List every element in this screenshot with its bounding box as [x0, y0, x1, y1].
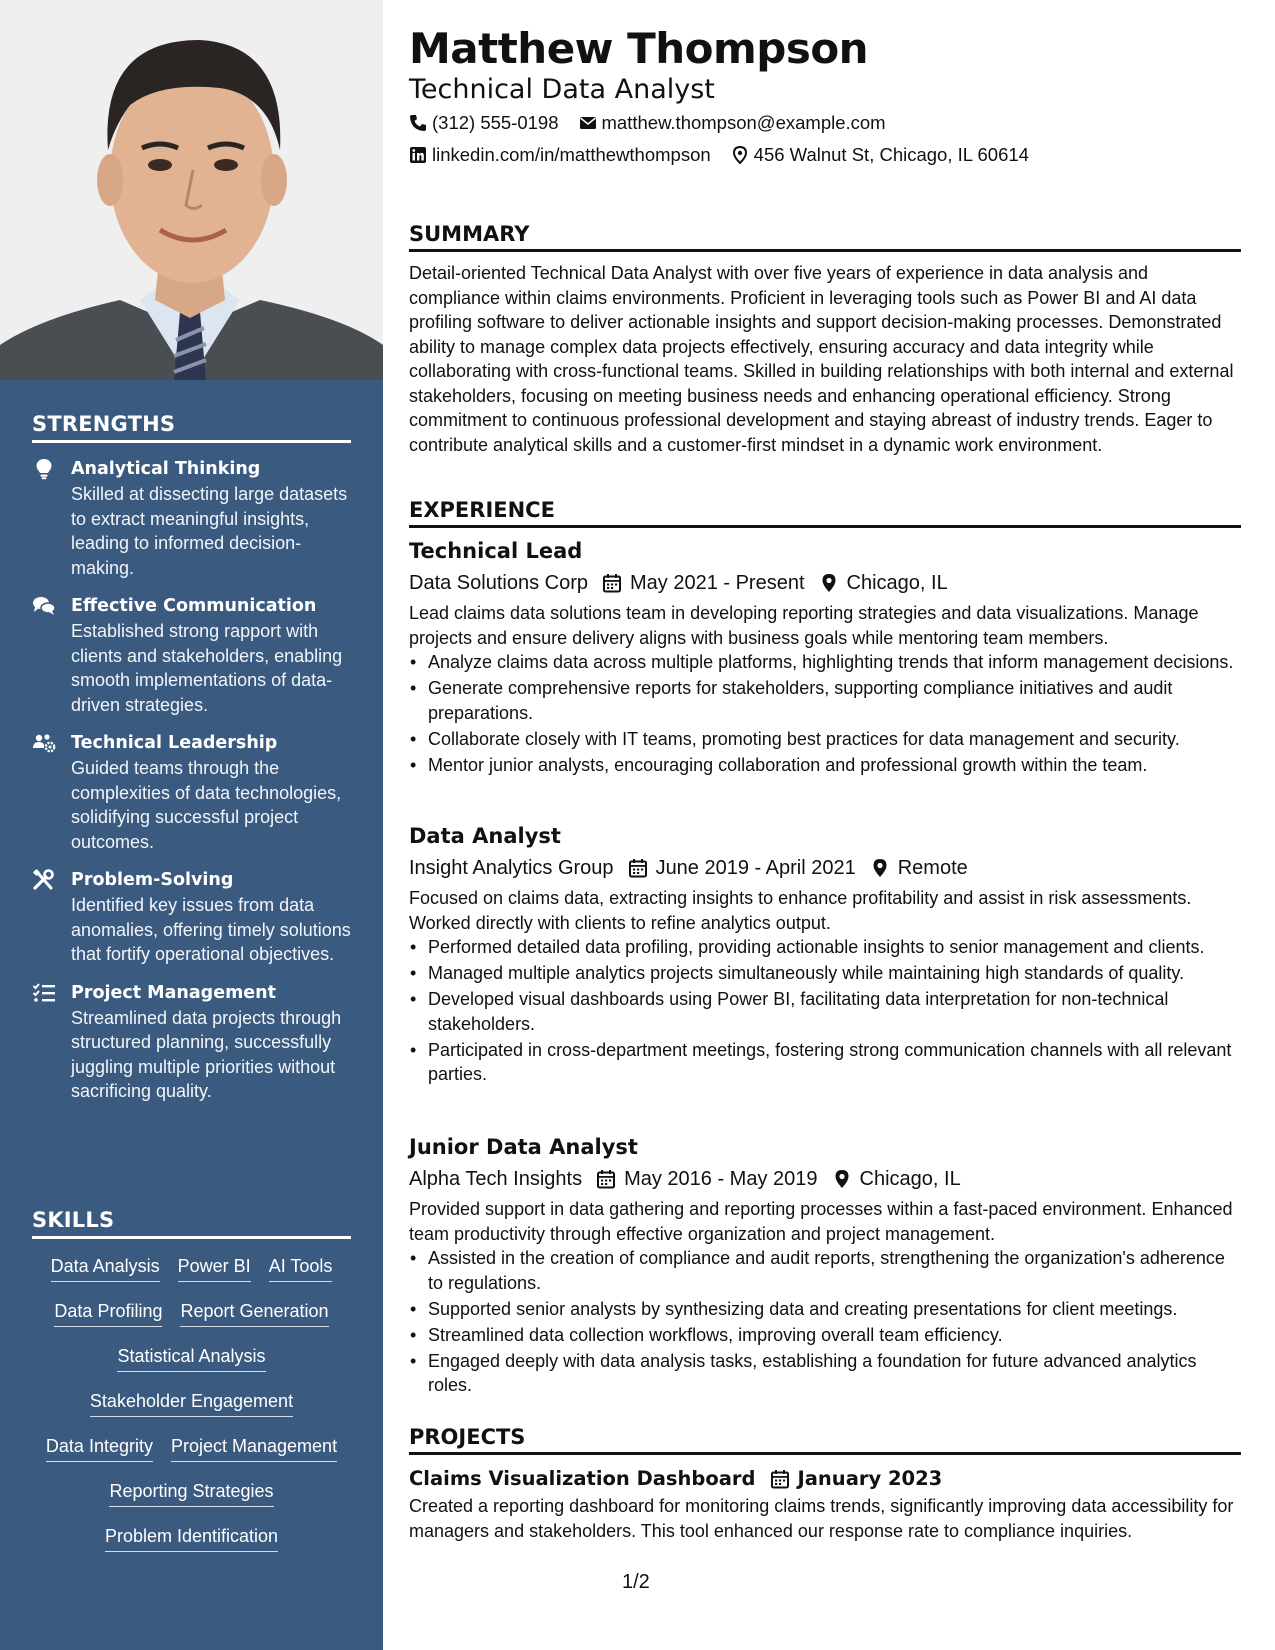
- location-pin-icon: [870, 858, 890, 878]
- job-title: Data Analyst: [409, 824, 561, 848]
- calendar-icon: [770, 1469, 790, 1489]
- project-header: [409, 1465, 1241, 1493]
- skill-tag: Data Integrity: [46, 1433, 153, 1462]
- strength-description: Streamlined data projects through structured planning, successfully juggling multiple priorities without sacrificing quality.: [71, 1007, 342, 1101]
- contact-row: [409, 144, 1049, 166]
- skill-tag: AI Tools: [269, 1253, 333, 1282]
- job-bullets: [409, 650, 1241, 777]
- job-bullet: • Engaged deeply with data analysis tasks, establishing a foundation for future advanced analytics roles.: [409, 1349, 1241, 1398]
- tools-icon: [32, 869, 56, 891]
- job-entry: [409, 1133, 1241, 1399]
- skill-tag: Stakeholder Engagement: [90, 1388, 293, 1417]
- contact-row: [409, 112, 906, 134]
- job-description: Focused on claims data, extracting insights to enhance profitability and assist in risk assessments. Worked directly with clients to refine analytics output.: [409, 888, 1192, 933]
- job-location: Chicago, IL: [846, 572, 948, 594]
- linkedin-contact[interactable]: [409, 144, 711, 166]
- summary-heading: SUMMARY: [409, 222, 1241, 252]
- company-name: Alpha Tech Insights: [409, 1168, 583, 1190]
- job-meta: [409, 568, 1241, 598]
- strength-item: [32, 594, 351, 717]
- skill-tag: Power BI: [178, 1253, 251, 1282]
- email-text: matthew.thompson@example.com: [601, 112, 886, 133]
- strength-title: Project Management: [71, 982, 276, 1003]
- location-pin-icon: [832, 1169, 852, 1189]
- strength-item: [32, 457, 351, 580]
- strength-description: Guided teams through the complexities of data technologies, solidifying successful project outcomes.: [71, 758, 342, 852]
- strength-description: Established strong rapport with clients and stakeholders, enabling smooth implementations of data-driven strategies.: [71, 621, 343, 715]
- strength-title: Technical Leadership: [71, 733, 278, 753]
- job-dates: June 2019 - April 2021: [655, 857, 856, 879]
- job-bullets: [409, 935, 1241, 1087]
- profile-photo: [0, 0, 383, 380]
- project-description: Created a reporting dashboard for monitoring claims trends, significantly improving data accessibility for managers and stakeholders. This tool enhanced our response rate to compliance inquiries.: [409, 1496, 1234, 1541]
- projects-heading: PROJECTS: [409, 1425, 1241, 1455]
- experience-heading: EXPERIENCE: [409, 498, 1241, 528]
- company-name: Data Solutions Corp: [409, 572, 588, 594]
- job-title: Technical Lead: [409, 539, 583, 563]
- job-bullet: • Streamlined data collection workflows, improving overall team efficiency.: [409, 1323, 1241, 1348]
- skill-tag: Project Management: [171, 1433, 337, 1462]
- project-date: January 2023: [797, 1467, 943, 1490]
- skills-section: [32, 1208, 351, 1568]
- strength-item: [32, 731, 351, 854]
- strength-title: Analytical Thinking: [71, 459, 261, 479]
- job-bullet: • Analyze claims data across multiple platforms, highlighting trends that inform management decisions.: [409, 650, 1241, 675]
- linkedin-icon: [409, 146, 427, 164]
- calendar-icon: [602, 573, 622, 593]
- calendar-icon: [628, 858, 648, 878]
- strength-title: Problem-Solving: [71, 870, 234, 890]
- job-title: Junior Data Analyst: [409, 1135, 638, 1159]
- strengths-section: [32, 412, 351, 1104]
- summary-text: Detail-oriented Technical Data Analyst with over five years of experience in data analysis and compliance within claims environments. Proficient in leveraging tools such as Power BI and AI data profiling software to deliver actionable insights and support decision-making processes. Demonstrated ability to manage complex data projects effectively, ensuring accuracy and data integrity while collaborating with cross-functional teams. Skilled in building relationships with both internal and external stakeholders, focusing on meeting business needs and enhancing operational efficiency. Strong commitment to continuous professional development and staying abreast of industry trends. Eager to contribute analytical skills and a customer-first mindset in a dynamic work environment.: [409, 263, 1234, 455]
- job-meta: [409, 1164, 1241, 1194]
- sidebar: [0, 0, 383, 1650]
- project-entry: [409, 1465, 1241, 1543]
- strength-item: [32, 981, 351, 1104]
- page-number: 1/2: [622, 1571, 650, 1593]
- skills-list: [32, 1253, 351, 1568]
- skill-tag: Data Profiling: [54, 1298, 162, 1327]
- email-contact[interactable]: [579, 112, 886, 134]
- strength-description: Skilled at dissecting large datasets to extract meaningful insights, leading to informed decision-making.: [71, 484, 348, 578]
- skill-tag: Problem Identification: [105, 1523, 278, 1552]
- job-location: Remote: [897, 857, 968, 879]
- job-bullet: • Supported senior analysts by synthesizing data and creating presentations for client meetings.: [409, 1297, 1241, 1322]
- job-meta: [409, 853, 1241, 883]
- location-pin-icon: [731, 146, 749, 164]
- job-bullet: • Generate comprehensive reports for stakeholders, supporting compliance initiatives and audit preparations.: [409, 676, 1241, 725]
- job-bullet: • Performed detailed data profiling, providing actionable insights to senior management and clients.: [409, 935, 1241, 960]
- address-text: 456 Walnut St, Chicago, IL 60614: [753, 144, 1029, 165]
- phone-contact[interactable]: [409, 112, 559, 134]
- job-bullet: • Mentor junior analysts, encouraging collaboration and professional growth within the team.: [409, 753, 1241, 778]
- job-dates: May 2021 - Present: [629, 572, 805, 594]
- skills-heading: SKILLS: [32, 1208, 351, 1239]
- comments-icon: [32, 595, 56, 617]
- job-bullet: • Developed visual dashboards using Power BI, facilitating data interpretation for non-technical stakeholders.: [409, 987, 1241, 1036]
- skill-tag: Statistical Analysis: [117, 1343, 265, 1372]
- skill-tag: Data Analysis: [51, 1253, 160, 1282]
- lightbulb-icon: [32, 458, 56, 480]
- job-entry: [409, 537, 1241, 779]
- list-check-icon: [32, 982, 56, 1004]
- job-bullet: • Assisted in the creation of compliance and audit reports, strengthening the organization's adherence to regulations.: [409, 1246, 1241, 1295]
- job-description: Provided support in data gathering and reporting processes within a fast-paced environment. Enhanced team productivity through effective organization and project management.: [409, 1199, 1233, 1244]
- strength-description: Identified key issues from data anomalies, offering timely solutions that fortify operational objectives.: [71, 895, 351, 964]
- phone-text: (312) 555-0198: [432, 112, 559, 133]
- job-bullet: • Collaborate closely with IT teams, promoting best practices for data management and security.: [409, 727, 1241, 752]
- job-bullet: • Managed multiple analytics projects simultaneously while maintaining high standards of quality.: [409, 961, 1241, 986]
- users-gear-icon: [32, 732, 56, 754]
- linkedin-text: linkedin.com/in/matthewthompson: [432, 144, 711, 165]
- job-bullet: • Participated in cross-department meetings, fostering strong communication channels with all relevant parties.: [409, 1038, 1241, 1087]
- candidate-name: Matthew Thompson: [409, 24, 869, 73]
- envelope-icon: [579, 114, 597, 132]
- company-name: Insight Analytics Group: [409, 857, 614, 879]
- strength-title: Effective Communication: [71, 596, 317, 616]
- job-description: Lead claims data solutions team in developing reporting strategies and data visualizations. Manage projects and ensure delivery aligns with business goals while mentoring team members.: [409, 603, 1199, 648]
- job-location: Chicago, IL: [859, 1168, 961, 1190]
- project-title: Claims Visualization Dashboard: [409, 1467, 756, 1490]
- phone-icon: [409, 114, 427, 132]
- skill-tag: Reporting Strategies: [109, 1478, 273, 1507]
- address-contact: [731, 144, 1029, 166]
- candidate-role: Technical Data Analyst: [409, 74, 715, 105]
- job-dates: May 2016 - May 2019: [624, 1168, 818, 1190]
- job-entry: [409, 822, 1241, 1088]
- job-bullets: [409, 1246, 1241, 1398]
- strengths-heading: STRENGTHS: [32, 412, 351, 443]
- strength-item: [32, 868, 351, 967]
- skill-tag: Report Generation: [180, 1298, 328, 1327]
- location-pin-icon: [819, 573, 839, 593]
- calendar-icon: [596, 1169, 616, 1189]
